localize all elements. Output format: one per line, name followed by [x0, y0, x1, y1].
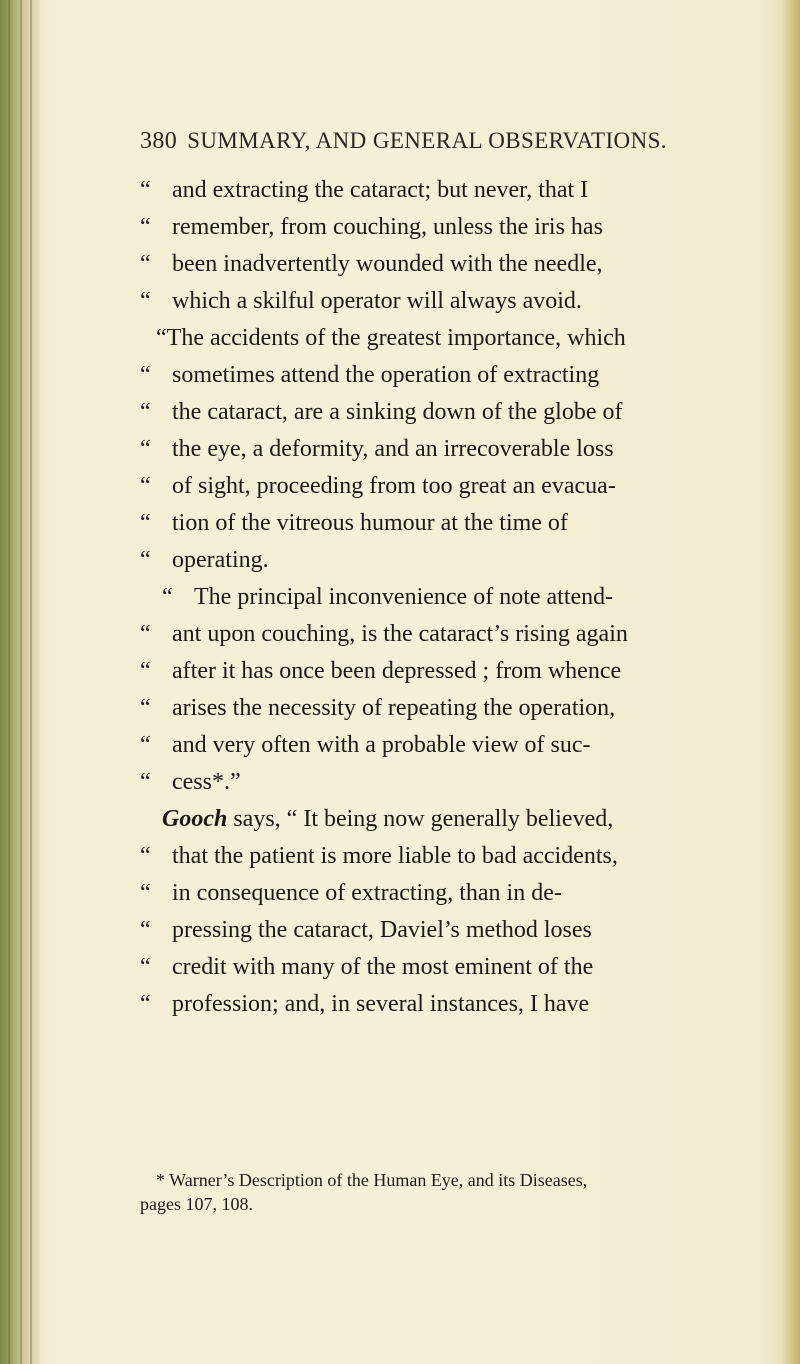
- text-line: “ the cataract, are a sinking down of the globe of: [140, 399, 623, 425]
- text-line: “ sometimes attend the operation of extracting: [140, 362, 600, 388]
- footnote-line: * Warner’s Description of the Human Eye, and its Diseases,: [156, 1170, 588, 1190]
- text-line: “ of sight, proceeding from too great an evacua-: [140, 473, 616, 499]
- text-line: “ The principal inconvenience of note attend-: [162, 584, 614, 610]
- text-line: “ the eye, a deformity, and an irrecoverable loss: [140, 436, 614, 462]
- text-line: “ which a skilful operator will always avoid.: [140, 288, 582, 314]
- page-edge: [782, 0, 800, 1364]
- page-gutter: [0, 0, 40, 1364]
- text-line: “ credit with many of the most eminent of the: [140, 954, 594, 980]
- author-name: Gooch: [162, 806, 228, 832]
- text-line: “ ant upon couching, is the cataract’s rising again: [140, 621, 628, 647]
- text-line: “ operating.: [140, 547, 269, 573]
- text-line: “ cess*.”: [140, 769, 241, 795]
- text-line: “ after it has once been depressed ; from whence: [140, 658, 622, 684]
- page-number: 380: [140, 128, 178, 154]
- text-line: “ in consequence of extracting, than in de-: [140, 880, 562, 906]
- text-line: “ arises the necessity of repeating the operation,: [140, 695, 616, 721]
- text-line: “ and extracting the cataract; but never, that I: [140, 177, 589, 203]
- text-line: “ been inadvertently wounded with the needle,: [140, 251, 603, 277]
- text-line: “ that the patient is more liable to bad accidents,: [140, 843, 618, 869]
- running-header: [140, 128, 667, 155]
- text-line: “ tion of the vitreous humour at the time of: [140, 510, 568, 536]
- running-title: SUMMARY, AND GENERAL OBSERVATIONS.: [187, 128, 667, 153]
- text-line: Gooch says, “ It being now generally believed,: [162, 806, 614, 832]
- text-line: “ pressing the cataract, Daviel’s method loses: [140, 917, 592, 943]
- text-line: “The accidents of the greatest importance, which: [156, 325, 626, 351]
- text-line: “ and very often with a probable view of suc-: [140, 732, 591, 758]
- footnote: [140, 1168, 740, 1216]
- text-line: “ profession; and, in several instances, I have: [140, 991, 590, 1017]
- text-line: “ remember, from couching, unless the iris has: [140, 214, 603, 240]
- footnote-line: pages 107, 108.: [140, 1194, 253, 1214]
